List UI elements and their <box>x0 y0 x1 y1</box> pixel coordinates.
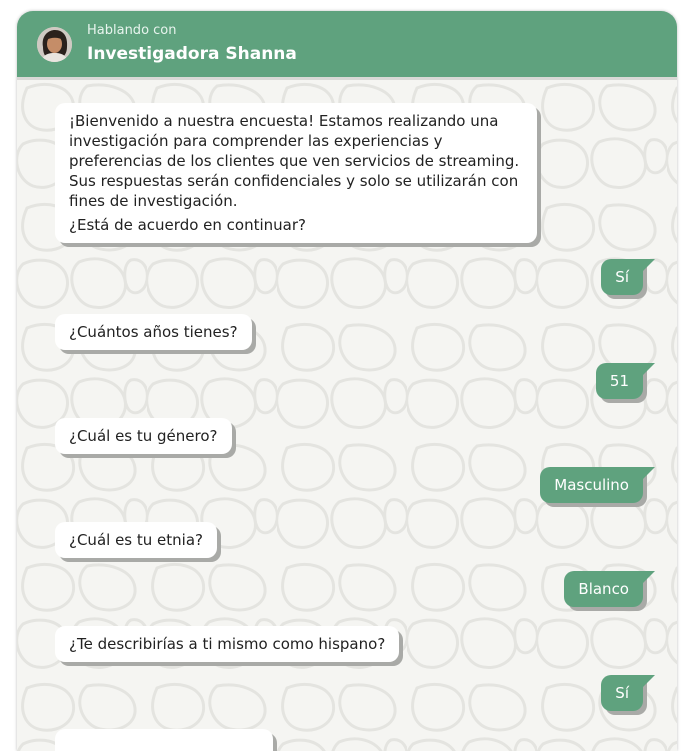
user-message-consent <box>601 259 643 295</box>
bot-message-ethnicity <box>55 522 217 558</box>
chat-header <box>17 11 677 77</box>
bot-message-age <box>55 314 252 350</box>
intro-line: preferencias de los clientes que ven servicios de streaming. <box>69 152 520 170</box>
bubble-tail <box>643 259 655 271</box>
intro-line: investigación para comprender las experiencias y <box>69 132 443 150</box>
header-divider <box>17 77 677 80</box>
person-avatar-icon <box>37 27 72 62</box>
user-message-gender <box>540 467 643 503</box>
user-message-text: 51 <box>609 372 629 390</box>
bubble-tail <box>643 467 655 479</box>
user-message-age <box>596 363 643 399</box>
user-message-text: Blanco <box>578 580 629 598</box>
user-message-text: Masculino <box>554 476 629 494</box>
header-title: Investigadora Shanna <box>87 44 297 64</box>
user-message-text: Sí <box>615 684 629 702</box>
bubble-tail <box>643 675 655 687</box>
bot-message-hispanic <box>55 626 399 662</box>
intro-line: fines de investigación. <box>69 192 238 210</box>
bot-message-text: ¿Cuántos años tienes? <box>69 323 238 341</box>
intro-line: Sus respuestas serán confidenciales y solo se utilizarán con <box>69 172 519 190</box>
user-message-text: Sí <box>615 268 629 286</box>
bot-message-text: ¿Cuál es tu etnia? <box>69 531 203 549</box>
bot-message-text: ¿Cuál es tu género? <box>69 427 218 445</box>
bot-message-gender <box>55 418 232 454</box>
bot-message-intro <box>55 103 537 243</box>
bubble-tail <box>643 363 655 375</box>
bot-message-partial <box>55 729 273 751</box>
bot-message-text: ¿Te describirías a ti mismo como hispano? <box>69 635 386 653</box>
intro-line: ¡Bienvenido a nuestra encuesta! Estamos realizando una <box>69 112 499 130</box>
user-message-hispanic <box>601 675 643 711</box>
chat-window <box>17 11 677 751</box>
bubble-tail <box>643 571 655 583</box>
intro-question: ¿Está de acuerdo en continuar? <box>69 216 306 234</box>
header-subtitle: Hablando con <box>87 23 177 38</box>
user-message-ethnicity <box>564 571 643 607</box>
